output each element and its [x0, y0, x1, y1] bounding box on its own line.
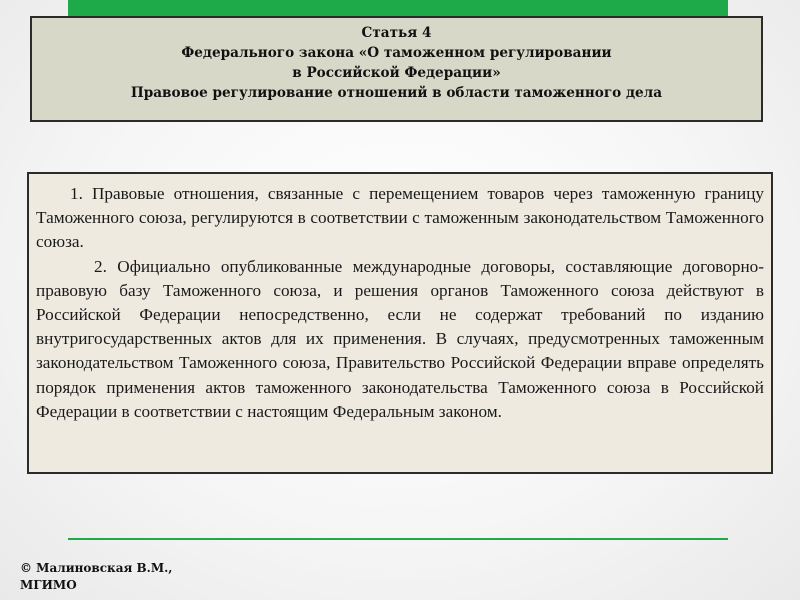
paragraph-1: 1. Правовые отношения, связанные с перемещением товаров через таможенную границу Таможенного союза, регулируются в соответствии с таможенным законодательством Таможенного союза. — [36, 184, 764, 252]
paragraph-2: 2. Официально опубликованные международные договоры, составляющие договорно-правовую базу Таможенного союза, и решения органов Таможенного союза действуют в Российской Федерации непосредственно, если не содержат требований по изданию внутригосударственных актов для их применения. В случаях, предусмотренных таможенным законодательством Таможенного союза, Правительство Российской Федерации вправе определять порядок применения актов таможенного законодательства Таможенного союза в Российской Федерации в соответствии с настоящим Федеральным законом. — [36, 256, 764, 421]
copyright-author: © Малиновская В.М., — [20, 561, 173, 575]
copyright-notice — [20, 560, 172, 594]
article-text-box — [27, 172, 773, 474]
article-title-box — [30, 16, 763, 122]
copyright-institution: МГИМО — [20, 578, 77, 592]
article-number: Статья 4 — [361, 25, 432, 41]
article-subject: Правовое регулирование отношений в области таможенного дела — [130, 85, 663, 101]
law-name-line-1: Федерального закона «О таможенном регулировании — [181, 45, 612, 61]
bottom-divider — [68, 538, 728, 540]
law-name-line-2: в Российской Федерации» — [292, 65, 501, 81]
